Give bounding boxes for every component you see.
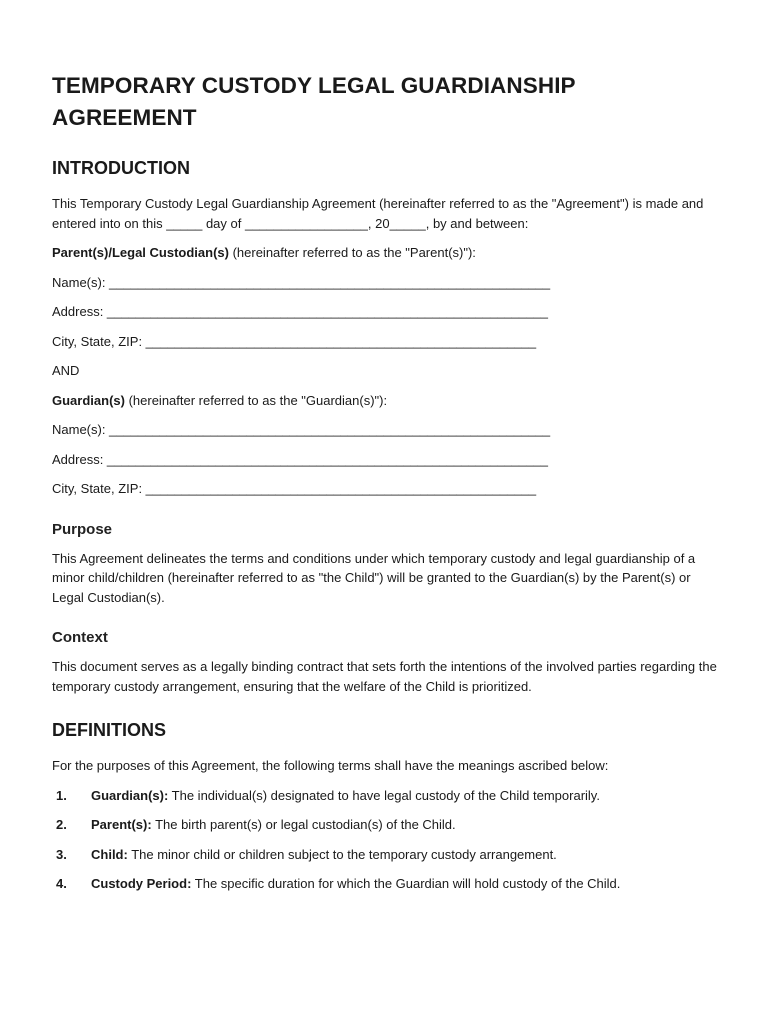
parent-label: Parent(s)/Legal Custodian(s) [52, 245, 229, 260]
list-item-number: 1. [56, 787, 67, 803]
guardian-label-suffix: (hereinafter referred to as the "Guardian(s)"): [124, 392, 388, 408]
list-item-term: Child: [91, 846, 128, 862]
parent-label-suffix: (hereinafter referred to as the "Parent(s)"): [228, 245, 476, 260]
definitions-intro: For the purposes of this Agreement, the following terms shall have the meanings ascribed below: [52, 758, 609, 773]
introduction-paragraph: This Temporary Custody Legal Guardianship Agreement (hereinafter referred to as the "Agreement") is made and entered into on this _____ day of _________________, 20_____, by and between: [52, 196, 704, 231]
list-item-term: Guardian(s): [91, 787, 169, 803]
guardian-city-field: City, State, ZIP: ______________________________________________________ [52, 481, 537, 496]
definitions-list [52, 786, 718, 894]
list-item [52, 845, 718, 865]
guardian-label: Guardian(s) [52, 392, 125, 408]
list-item-number: 2. [56, 817, 67, 832]
parent-name-field: Name(s): _____________________________________________________________ [52, 274, 551, 290]
document-title: TEMPORARY CUSTODY LEGAL GUARDIANSHIP AGREEMENT [52, 73, 576, 130]
and-separator: AND [52, 363, 80, 378]
purpose-paragraph: This Agreement delineates the terms and conditions under which temporary custody and legal guardianship of a minor child/children (hereinafter referred to as "the Child") will be granted to the Guardian(s) by the Parent(s) or Legal Custodian(s). [52, 550, 696, 605]
guardian-label-line [52, 391, 718, 411]
guardian-name-field: Name(s): _____________________________________________________________ [52, 422, 551, 437]
introduction-heading: INTRODUCTION [52, 158, 190, 178]
definitions-heading: DEFINITIONS [52, 720, 167, 740]
purpose-heading: Purpose [52, 520, 113, 538]
list-item-text: The specific duration for which the Guardian will hold custody of the Child. [191, 876, 621, 891]
context-paragraph: This document serves as a legally binding contract that sets forth the intentions of the involved parties regarding the temporary custody arrangement, ensuring that the welfare of the Child is prioritized. [52, 659, 717, 694]
list-item-text: The birth parent(s) or legal custodian(s) of the Child. [151, 817, 456, 832]
list-item-number: 4. [56, 876, 67, 891]
list-item-term: Custody Period: [91, 876, 192, 891]
list-item-text: The individual(s) designated to have legal custody of the Child temporarily. [168, 787, 600, 803]
list-item-text: The minor child or children subject to the temporary custody arrangement. [127, 846, 557, 862]
parent-address-field: Address: _____________________________________________________________ [52, 304, 548, 319]
list-item-term: Parent(s): [91, 817, 152, 832]
parent-city-field: City, State, ZIP: ______________________________________________________ [52, 333, 537, 349]
list-item [52, 786, 718, 806]
context-heading: Context [52, 629, 108, 646]
parent-label-line [52, 243, 718, 263]
list-item [52, 874, 718, 894]
guardian-address-field: Address: _____________________________________________________________ [52, 451, 548, 467]
list-item-number: 3. [56, 846, 67, 862]
list-item [52, 815, 718, 835]
